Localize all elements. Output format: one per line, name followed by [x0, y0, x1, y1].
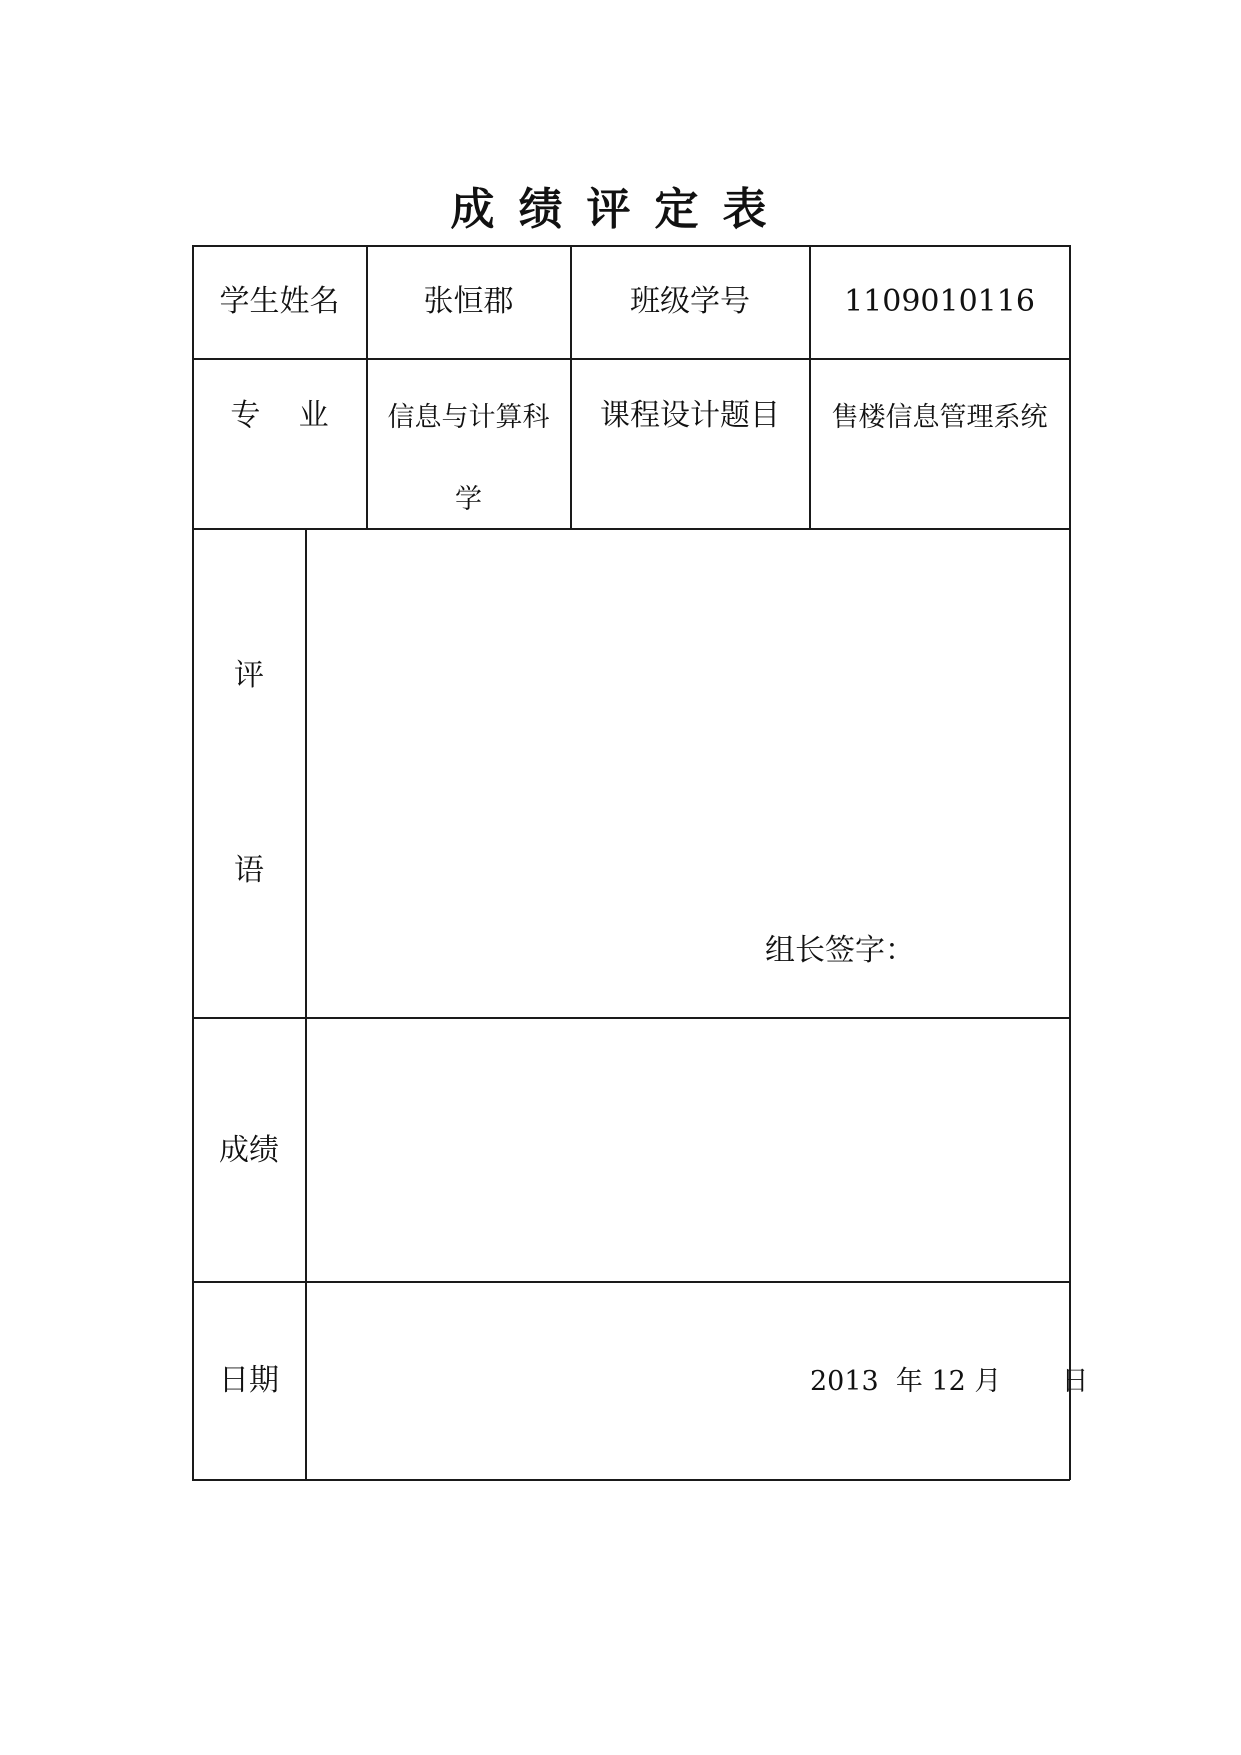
topic-label: 课程设计题目: [600, 398, 780, 433]
class-id-label: 班级学号: [630, 284, 750, 319]
form-title: 成绩评定表: [450, 184, 791, 235]
topic-value: 售楼信息管理系统: [831, 402, 1048, 433]
comments-label-char2: 语: [234, 853, 264, 888]
table-bottom-border: [192, 1479, 1070, 1481]
date-value: 2013 年 12 月 日: [810, 1366, 1089, 1397]
major-label: 专 业: [230, 398, 329, 433]
row1-bottom-border: [192, 358, 1070, 360]
major-value-line1: 信息与计算科: [387, 402, 550, 433]
grade-bottom-border: [192, 1281, 1070, 1283]
row2-bottom-border: [192, 528, 1070, 530]
grade-label: 成绩: [219, 1133, 279, 1168]
major-value-line2: 学: [455, 484, 482, 515]
leader-signature-label: 组长签字：: [765, 933, 915, 968]
comments-bottom-border: [192, 1017, 1070, 1019]
comments-label-char1: 评: [234, 658, 264, 693]
table-top-border: [192, 245, 1070, 247]
class-id-value: 1109010116: [844, 284, 1035, 319]
student-name-value: 张恒郡: [423, 284, 514, 319]
date-label: 日期: [219, 1363, 279, 1398]
student-name-label: 学生姓名: [219, 284, 340, 319]
